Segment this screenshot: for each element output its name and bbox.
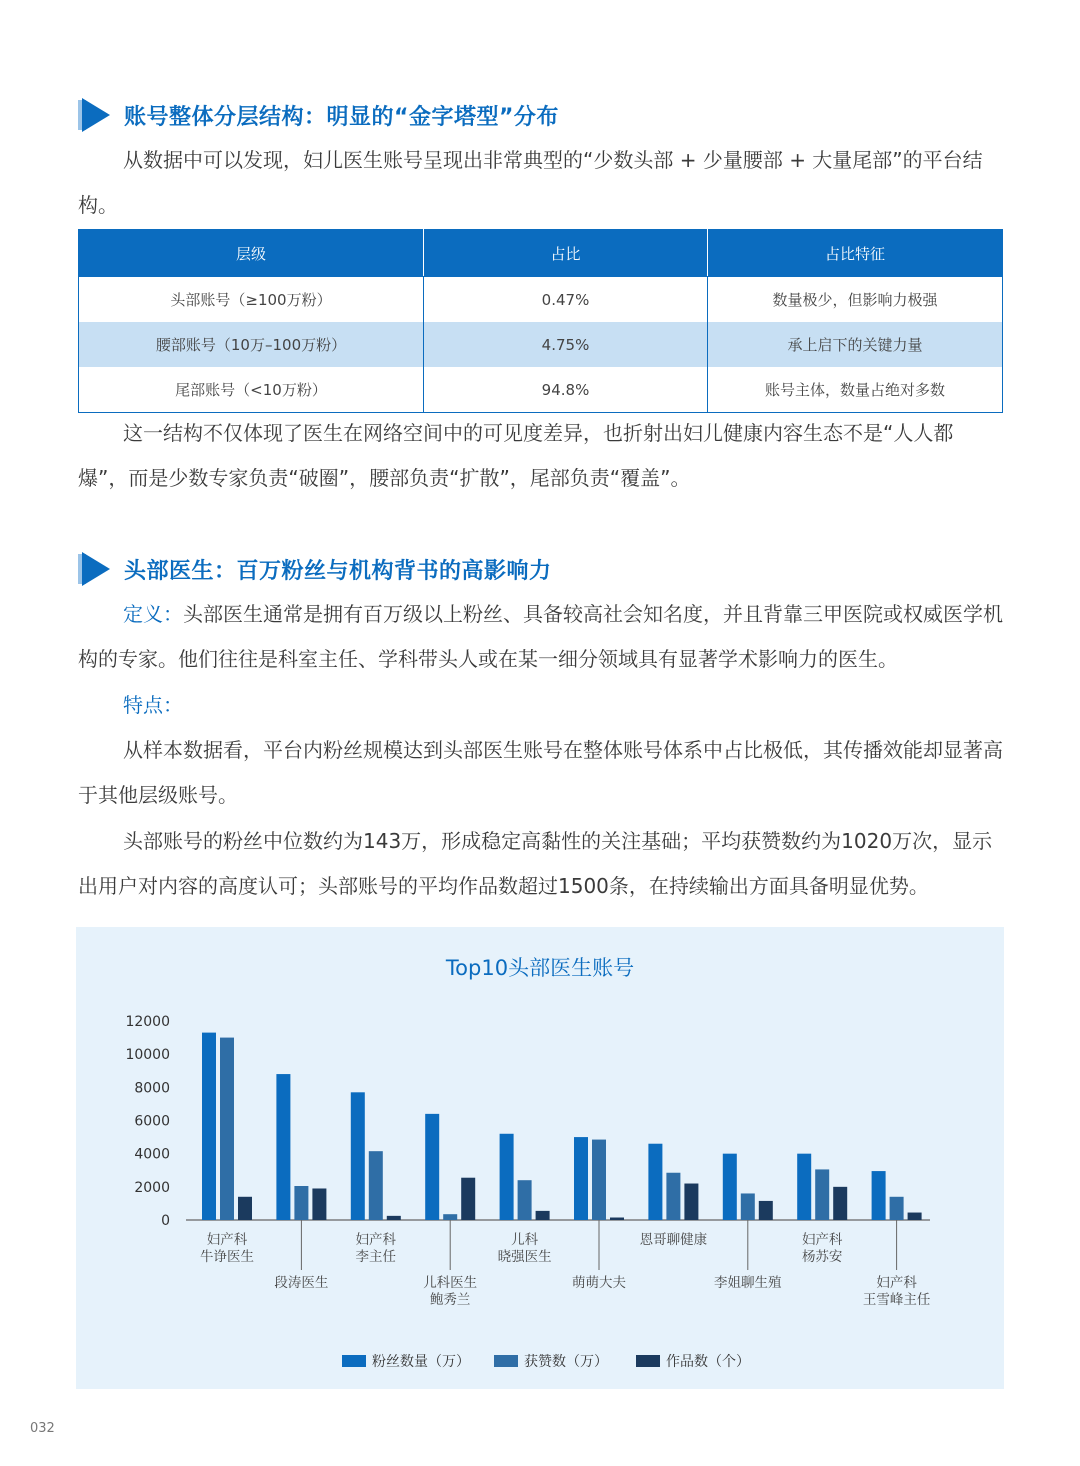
bar-works — [536, 1211, 550, 1220]
x-category-label: 妇产科 — [206, 1232, 248, 1248]
bar-works — [387, 1216, 401, 1220]
page-number: 032 — [30, 1421, 55, 1436]
x-category-label: 晓强医生 — [497, 1249, 552, 1265]
x-category-label: 妇产科 — [355, 1232, 397, 1248]
table-cell: 腰部账号（10万–100万粉） — [79, 322, 424, 367]
chart-panel — [76, 927, 1004, 1389]
table-row — [79, 367, 1003, 413]
x-category-label: 儿科医生 — [423, 1275, 478, 1291]
bar-fans — [872, 1171, 886, 1220]
bar-fans — [797, 1154, 811, 1220]
legend-swatch — [494, 1355, 518, 1367]
paragraph-sample-data: 从样本数据看，平台内粉丝规模达到头部医生账号在整体账号体系中占比极低，其传播效能却显著高于其他层级账号。 — [78, 738, 1003, 807]
bar-likes — [592, 1140, 606, 1220]
table-cell: 头部账号（≥100万粉） — [79, 277, 424, 323]
chart-title: Top10头部医生账号 — [445, 956, 635, 980]
table-cell: 尾部账号（<10万粉） — [79, 367, 424, 413]
y-tick-label: 10000 — [125, 1047, 170, 1064]
x-category-label: 妇产科 — [876, 1275, 917, 1291]
bar-works — [238, 1197, 252, 1220]
y-tick-label: 12000 — [125, 1014, 170, 1030]
table-row — [79, 277, 1003, 323]
table-cell: 承上启下的关键力量 — [708, 322, 1003, 367]
bar-works — [610, 1218, 624, 1220]
bar-likes — [518, 1180, 532, 1220]
bar-fans — [723, 1154, 737, 1220]
section-arrow-icon — [78, 98, 112, 132]
x-category-label: 牛诤医生 — [200, 1249, 254, 1265]
paragraph-head-metrics: 头部账号的粉丝中位数约为143万，形成稳定高黏性的关注基础；平均获赞数约为1020万次，显示出用户对内容的高度认可；头部账号的平均作品数超过1500条，在持续输出方面具备明显优势。 — [78, 829, 993, 898]
bar-fans — [351, 1092, 365, 1220]
paragraph-features-label — [78, 683, 1003, 728]
definition-label: 定义： — [123, 602, 183, 626]
bar-likes — [369, 1151, 383, 1220]
y-tick-label: 0 — [161, 1213, 170, 1229]
tier-table — [78, 229, 1003, 413]
section-title: 头部医生：百万粉丝与机构背书的高影响力 — [124, 558, 552, 584]
legend-swatch — [636, 1355, 660, 1367]
table-header-cell: 层级 — [79, 230, 424, 277]
table-header-row — [79, 230, 1003, 277]
bar-fans — [574, 1137, 588, 1220]
bar-fans — [648, 1144, 662, 1220]
x-category-label: 萌萌大夫 — [572, 1275, 626, 1291]
bar-fans — [276, 1074, 290, 1220]
y-tick-label: 6000 — [134, 1113, 170, 1130]
bar-works — [461, 1178, 475, 1220]
bar-likes — [294, 1186, 308, 1220]
bar-likes — [741, 1193, 755, 1220]
table-cell: 数量极少，但影响力极强 — [708, 277, 1003, 323]
legend-label: 粉丝数量（万） — [372, 1354, 470, 1370]
bar-fans — [425, 1114, 439, 1220]
paragraph-intro: 从数据中可以发现，妇儿医生账号呈现出非常典型的“少数头部 + 少量腰部 + 大量尾部”的平台结构。 — [78, 148, 983, 217]
bar-works — [833, 1187, 847, 1220]
x-category-label: 段涛医生 — [274, 1275, 329, 1291]
section-title: 账号整体分层结构：明显的“金字塔型”分布 — [124, 104, 559, 130]
bar-likes — [220, 1038, 234, 1220]
table-header-cell: 占比特征 — [708, 230, 1003, 277]
x-category-label: 鲍秀兰 — [429, 1292, 471, 1308]
bar-likes — [815, 1169, 829, 1220]
bar-likes — [890, 1197, 904, 1220]
x-category-label: 妇产科 — [801, 1232, 843, 1248]
bar-fans — [202, 1033, 216, 1220]
x-category-label: 李姐聊生殖 — [714, 1275, 782, 1291]
section-heading-structure — [78, 97, 559, 133]
table-cell: 账号主体，数量占绝对多数 — [708, 367, 1003, 413]
section-heading-top-doctors — [78, 551, 552, 587]
top10-bar-chart — [76, 927, 1004, 1389]
table-header-cell: 占比 — [424, 230, 708, 277]
paragraph-structure-summary: 这一结构不仅体现了医生在网络空间中的可见度差异，也折射出妇儿健康内容生态不是“人人都爆”，而是少数专家负责“破圈”，腰部负责“扩散”，尾部负责“覆盖”。 — [78, 421, 954, 490]
legend-label: 作品数（个） — [666, 1354, 750, 1370]
y-tick-label: 4000 — [134, 1146, 170, 1163]
x-category-label: 儿科 — [511, 1232, 539, 1248]
bar-works — [312, 1188, 326, 1220]
y-tick-label: 8000 — [134, 1080, 170, 1097]
table-cell: 0.47% — [424, 277, 708, 323]
features-label: 特点： — [123, 693, 183, 717]
bar-works — [684, 1184, 698, 1220]
table-cell: 4.75% — [424, 322, 708, 367]
table-cell: 94.8% — [424, 367, 708, 413]
section-arrow-icon — [78, 552, 112, 586]
bar-likes — [443, 1214, 457, 1220]
bar-works — [908, 1213, 922, 1220]
y-tick-label: 2000 — [134, 1179, 170, 1196]
bar-likes — [666, 1173, 680, 1220]
paragraph-definition — [78, 592, 1003, 682]
x-category-label: 王雪峰主任 — [862, 1292, 931, 1308]
x-category-label: 恩哥聊健康 — [639, 1232, 708, 1248]
x-category-label: 李主任 — [355, 1249, 397, 1265]
x-category-label: 杨苏安 — [801, 1249, 843, 1265]
legend-label: 获赞数（万） — [524, 1354, 608, 1370]
table-row — [79, 322, 1003, 367]
legend-swatch — [342, 1355, 366, 1367]
bar-works — [759, 1201, 773, 1220]
definition-text: 头部医生通常是拥有百万级以上粉丝、具备较高社会知名度，并且背靠三甲医院或权威医学机构的专家。他们往往是科室主任、学科带头人或在某一细分领域具有显著学术影响力的医生。 — [78, 602, 1003, 671]
bar-fans — [500, 1134, 514, 1220]
